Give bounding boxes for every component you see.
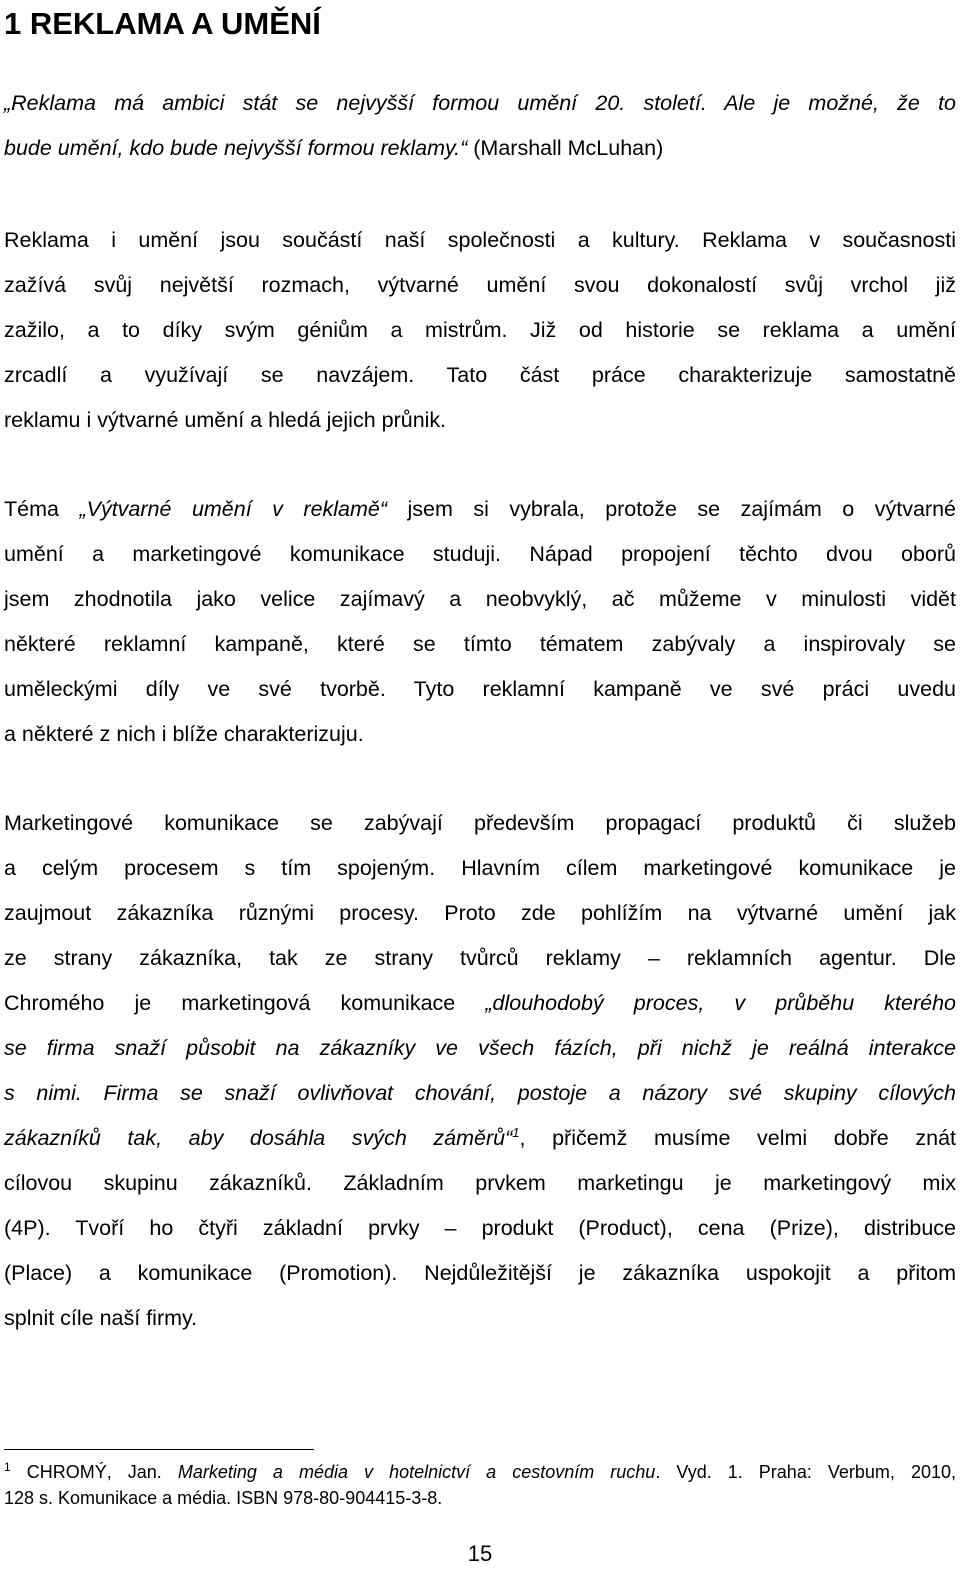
footnote-separator bbox=[4, 1449, 314, 1450]
quote-line-1: „Reklama má ambici stát se nejvyšší formou umění 20. století. Ale je možné, že to bbox=[4, 91, 956, 115]
paragraph-line: reklamu i výtvarné umění a hledá jejich průnik. bbox=[4, 408, 447, 432]
paragraph-line: jsem zhodnotila jako velice zajímavý a neobvyklý, ač můžeme v minulosti vidět bbox=[4, 587, 956, 611]
footnote-line-1 bbox=[4, 1459, 956, 1485]
paragraph-line: Reklama i umění jsou součástí naší společnosti a kultury. Reklama v současnosti bbox=[4, 228, 956, 252]
quote-line-2-italic: bude umění, kdo bude nejvyšší formou reklamy.“ bbox=[4, 136, 468, 160]
paragraph-line: uměleckými díly ve své tvorbě. Tyto reklamní kampaně ve své práci uvedu bbox=[4, 677, 956, 701]
quote-line-2 bbox=[4, 126, 956, 171]
paragraph-line: některé reklamní kampaně, které se tímto tématem zabývaly a inspirovaly se bbox=[4, 632, 956, 656]
footnote-reference[interactable]: 1 bbox=[512, 1124, 520, 1140]
footnote-number: 1 bbox=[4, 1460, 11, 1474]
text-segment: jsem si vybrala, protože se zajímám o výtvarné bbox=[387, 497, 956, 521]
paragraph-line: zažívá svůj největší rozmach, výtvarné umění svou dokonalostí svůj vrchol již bbox=[4, 273, 956, 297]
paragraph-line: (Place) a komunikace (Promotion). Nejdůležitější je zákazníka uspokojit a přitom bbox=[4, 1261, 956, 1285]
page-number: 15 bbox=[467, 1541, 493, 1566]
paragraph-marketing bbox=[4, 801, 956, 1341]
paragraph-line bbox=[4, 487, 956, 532]
paragraph-line: zaujmout zákazníka různými procesy. Proto zde pohlížím na výtvarné umění jak bbox=[4, 901, 956, 925]
citation-line: s nimi. Firma se snaží ovlivňovat chování, postoje a názory své skupiny cílových bbox=[4, 1081, 956, 1105]
paragraph-line bbox=[4, 1116, 956, 1161]
paragraph-line: Marketingové komunikace se zabývají především propagací produktů či služeb bbox=[4, 811, 956, 835]
paragraph-line: ze strany zákazníka, tak ze strany tvůrců reklamy – reklamních agentur. Dle bbox=[4, 946, 956, 970]
citation-italic: „dlouhodobý proces, v průběhu kterého bbox=[485, 991, 956, 1015]
paragraph-line: (4P). Tvoří ho čtyři základní prvky – produkt (Product), cena (Prize), distribuce bbox=[4, 1216, 956, 1240]
paragraph-line: umění a marketingové komunikace studuji. Nápad propojení těchto dvou oborů bbox=[4, 542, 956, 566]
footnote-title: Marketing a média v hotelnictví a cestovním ruchu bbox=[177, 1462, 656, 1482]
citation-italic-end: zákazníků tak, aby dosáhla svých záměrů“ bbox=[4, 1126, 513, 1150]
mcluhan-quote bbox=[4, 81, 956, 171]
footnote-line-2: 128 s. Komunikace a média. ISBN 978-80-904415-3-8. bbox=[4, 1488, 443, 1508]
paragraph-line bbox=[4, 981, 956, 1026]
footnote-publication: . Vyd. 1. Praha: Verbum, 2010, bbox=[655, 1462, 956, 1482]
paragraph-intro bbox=[4, 218, 956, 443]
quote-attribution: (Marshall McLuhan) bbox=[467, 136, 664, 160]
text-segment: Téma bbox=[4, 497, 80, 521]
paragraph-line: a některé z nich i blíže charakterizuju. bbox=[4, 722, 364, 746]
footnote bbox=[4, 1459, 956, 1511]
text-segment: Chromého je marketingová komunikace bbox=[4, 991, 486, 1015]
paragraph-line: cílovou skupinu zákazníků. Základním prvkem marketingu je marketingový mix bbox=[4, 1171, 956, 1195]
chapter-heading: 1 REKLAMA A UMĚNÍ bbox=[4, 6, 321, 41]
citation-line: se firma snaží působit na zákazníky ve všech fázích, při nichž je reálná interakce bbox=[4, 1036, 956, 1060]
paragraph-line: zažilo, a to díky svým géniům a mistrům. Již od historie se reklama a umění bbox=[4, 318, 956, 342]
topic-title-italic: „Výtvarné umění v reklamě“ bbox=[79, 497, 388, 521]
paragraph-line: zrcadlí a využívají se navzájem. Tato část práce charakterizuje samostatně bbox=[4, 363, 956, 387]
footnote-author: CHROMÝ, Jan. bbox=[10, 1462, 178, 1482]
paragraph-line: splnit cíle naší firmy. bbox=[4, 1306, 198, 1330]
paragraph-line: a celým procesem s tím spojeným. Hlavním cílem marketingové komunikace je bbox=[4, 856, 956, 880]
text-segment: , přičemž musíme velmi dobře znát bbox=[519, 1126, 957, 1150]
paragraph-topic bbox=[4, 487, 956, 757]
